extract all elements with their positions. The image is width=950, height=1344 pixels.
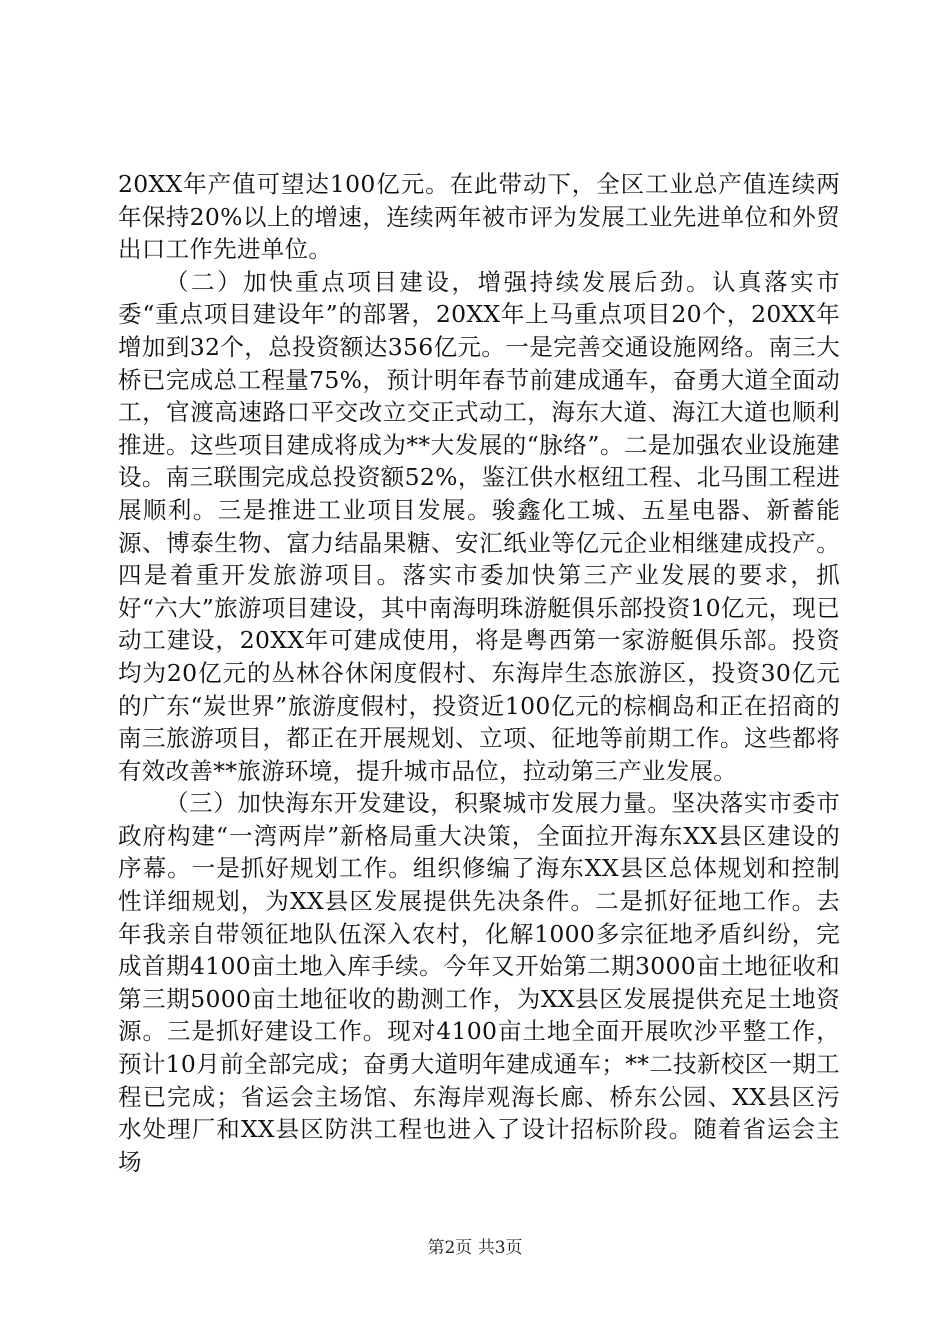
paragraph-3: （三）加快海东开发建设，积聚城市发展力量。坚决落实市委市政府构建“一湾两岸”新格局重大决策，全面拉开海东XX县区建设的序幕。一是抓好规划工作。组织修编了海东XX县区总体规划和控制性详细规划，为XX县区发展提供先决条件。二是抓好征地工作。去年我亲自带领征地队伍深入农村，化解1000多宗征地矛盾纠纷，完成首期4100亩土地入库手续。今年又开始第二期3000亩土地征收和第三期5000亩土地征收的勘测工作，为XX县区发展提供充足土地资源。三是抓好建设工作。现对4100亩土地全面开展吹沙平整工作，预计10月前全部完成；奋勇大道明年建成通车；**二技新校区一期工程已完成；省运会主场馆、东海岸观海长廊、桥东公园、XX县区污水处理厂和XX县区防洪工程也进入了设计招标阶段。随着省运会主场 — [118, 789, 840, 1176]
document-body — [118, 168, 840, 1178]
paragraph-1: 20XX年产值可望达100亿元。在此带动下，全区工业总产值连续两年保持20%以上的增速，连续两年被市评为发展工业先进单位和外贸出口工作先进单位。 — [118, 170, 840, 264]
paragraph-2: （二）加快重点项目建设，增强持续发展后劲。认真落实市委“重点项目建设年”的部署，20XX年上马重点项目20个，20XX年增加到32个，总投资额达356亿元。一是完善交通设施网络。南三大桥已完成总工程量75%，预计明年春节前建成通车，奋勇大道全面动工，官渡高速路口平交改立交正式动工，海东大道、海江大道也顺利推进。这些项目建成将成为**大发展的“脉络”。二是加强农业设施建设。南三联围完成总投资额52%，鉴江供水枢纽工程、北马围工程进展顺利。三是推进工业项目发展。骏鑫化工城、五星电器、新蓄能源、博泰生物、富力结晶果糖、安汇纸业等亿元企业相继建成投产。四是着重开发旅游项目。落实市委加快第三产业发展的要求，抓好“六大”旅游项目建设，其中南海明珠游艇俱乐部投资10亿元，现已动工建设，20XX年可建成使用，将是粤西第一家游艇俱乐部。投资均为20亿元的丛林谷休闲度假村、东海岸生态旅游区，投资30亿元的广东“炭世界”旅游度假村，投资近100亿元的棕榈岛和正在招商的南三旅游项目，都正在开展规划、立项、征地等前期工作。这些都将有效改善**旅游环境，提升城市品位，拉动第三产业发展。 — [118, 267, 840, 785]
page-number-footer: 第2页 共3页 — [427, 1238, 523, 1258]
